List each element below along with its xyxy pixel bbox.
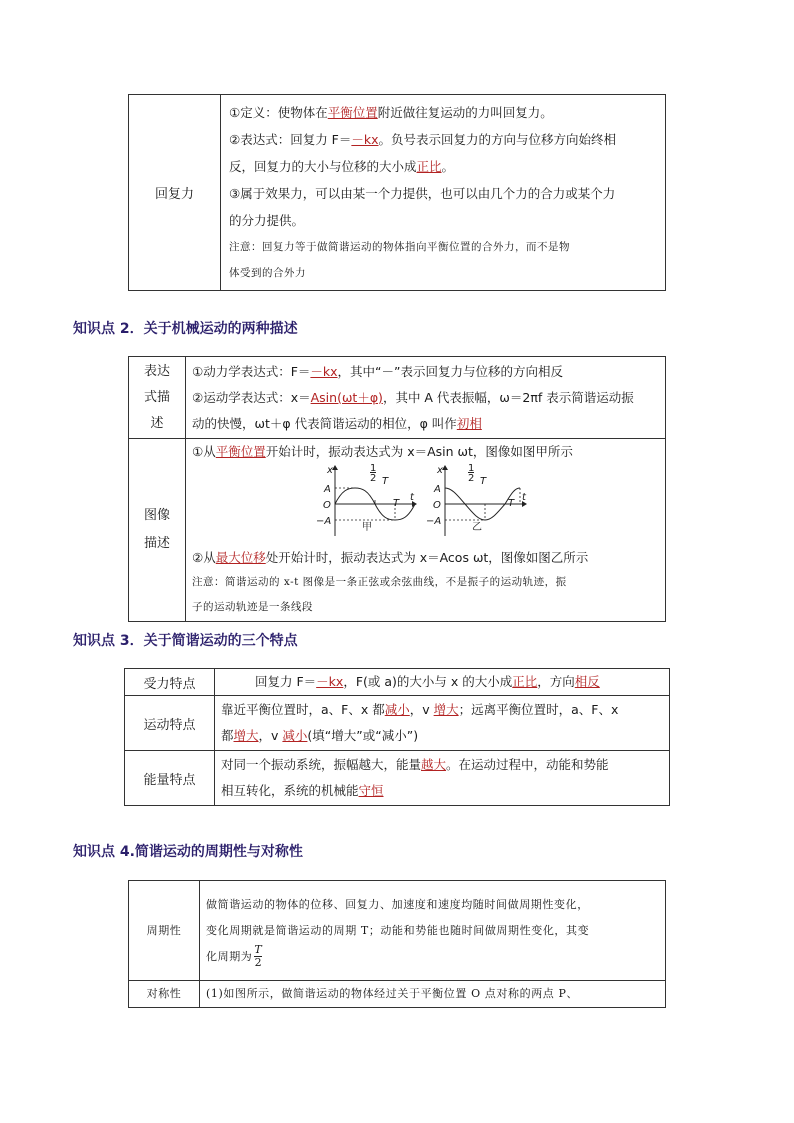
- label-force-feature: 受力特点: [125, 669, 215, 696]
- table-three-features: [124, 668, 670, 806]
- line-from-equilibrium: ①从平衡位置开始计时，振动表达式为 x＝Asin ωt，图像如图甲所示: [192, 444, 573, 459]
- table-restoring-force: [128, 94, 666, 291]
- line-effect-force-cont: 的分力提供。: [229, 213, 305, 228]
- half-period-label-cosine: 1 2: [468, 463, 475, 484]
- note-graph-line-1: 注意：简谐运动的 x-t 图像是一条正弦或余弦曲线，不是振子的运动轨迹，振: [192, 576, 567, 588]
- heading-knowledge-2: 知识点 2．关于机械运动的两种描述: [73, 321, 298, 337]
- symmetry-content: (1)如图所示，做简谐运动的物体经过关于平衡位置 O 点对称的两点 P、: [200, 981, 666, 1008]
- table-periodicity-symmetry: [128, 880, 666, 1008]
- label-restoring-force: 回复力: [129, 95, 221, 291]
- energy-feature-content: 对同一个振动系统，振幅越大，能量越大。在运动过程中，动能和势能 相互转化，系统的机械能守恒: [215, 751, 670, 806]
- force-feature-content: 回复力 F＝－kx，F(或 a)的大小与 x 的大小成正比，方向相反: [215, 669, 670, 696]
- table-two-descriptions: [128, 356, 666, 622]
- note-line-1: 注意：回复力等于做简谐运动的物体指向平衡位置的合外力，而不是物: [229, 241, 570, 253]
- half-period-label-sine: 1 2: [370, 463, 377, 484]
- line-expression: ②表达式：回复力 F＝－kx。负号表示回复力的方向与位移方向始终相: [229, 132, 617, 147]
- fraction-half-period: $\frac{T}{2}$: [254, 943, 263, 969]
- line-kinematics: ②运动学表达式：x＝Asin(ωt＋φ)，其中 A 代表振幅，ω＝2πf 表示简谐运动振: [192, 389, 634, 405]
- note-line-2: 体受到的合外力: [229, 267, 306, 279]
- line-effect-force: ③属于效果力，可以由某一个力提供，也可以由几个力的合力或某个力: [229, 186, 616, 201]
- caption-yi: 乙: [472, 522, 482, 533]
- line-definition: ①定义：使物体在平衡位置附近做往复运动的力叫回复力。: [229, 105, 553, 120]
- label-expression: 表达 式描 述: [129, 357, 186, 439]
- restoring-force-content: [221, 95, 666, 291]
- label-periodicity: 周期性: [129, 881, 200, 981]
- image-content: [186, 439, 666, 622]
- line-dynamics: ①动力学表达式：F＝－kx，其中“－”表示回复力与位移的方向相反: [192, 363, 563, 379]
- line-kinematics-cont: 动的快慢，ωt＋φ 代表简谐运动的相位，φ 叫作初相: [192, 415, 482, 431]
- label-motion-feature: 运动特点: [125, 696, 215, 751]
- heading-knowledge-4: 知识点 4.简谐运动的周期性与对称性: [73, 844, 303, 860]
- periodicity-content: 做简谐运动的物体的位移、回复力、加速度和速度均随时间做周期性变化， 变化周期就是简谐运动的周期 T；动能和势能也随时间做周期性变化，其变 化周期为 $\frac{T}{2}$: [200, 881, 666, 981]
- label-symmetry: 对称性: [129, 981, 200, 1008]
- note-graph-line-2: 子的运动轨迹是一条线段: [192, 601, 313, 613]
- line-from-max-displacement: ②从最大位移处开始计时，振动表达式为 x＝Acos ωt，图像如图乙所示: [192, 550, 589, 565]
- motion-feature-content: 靠近平衡位置时，a、F、x 都减小，v 增大；远离平衡位置时，a、F、x 都增大，v 减小(填“增大”或“减小”): [215, 696, 670, 751]
- heading-knowledge-3: 知识点 3．关于简谐运动的三个特点: [73, 633, 298, 649]
- expression-content: [186, 357, 666, 439]
- graphs: x A O −A 1 2 T T t 甲 x A O −A 1 2 T T t 乙: [192, 464, 659, 546]
- label-image: 图像 描述: [129, 439, 186, 622]
- caption-jia: 甲: [362, 522, 372, 533]
- line-expression-cont: 反，回复力的大小与位移的大小成正比。: [229, 159, 455, 174]
- label-energy-feature: 能量特点: [125, 751, 215, 806]
